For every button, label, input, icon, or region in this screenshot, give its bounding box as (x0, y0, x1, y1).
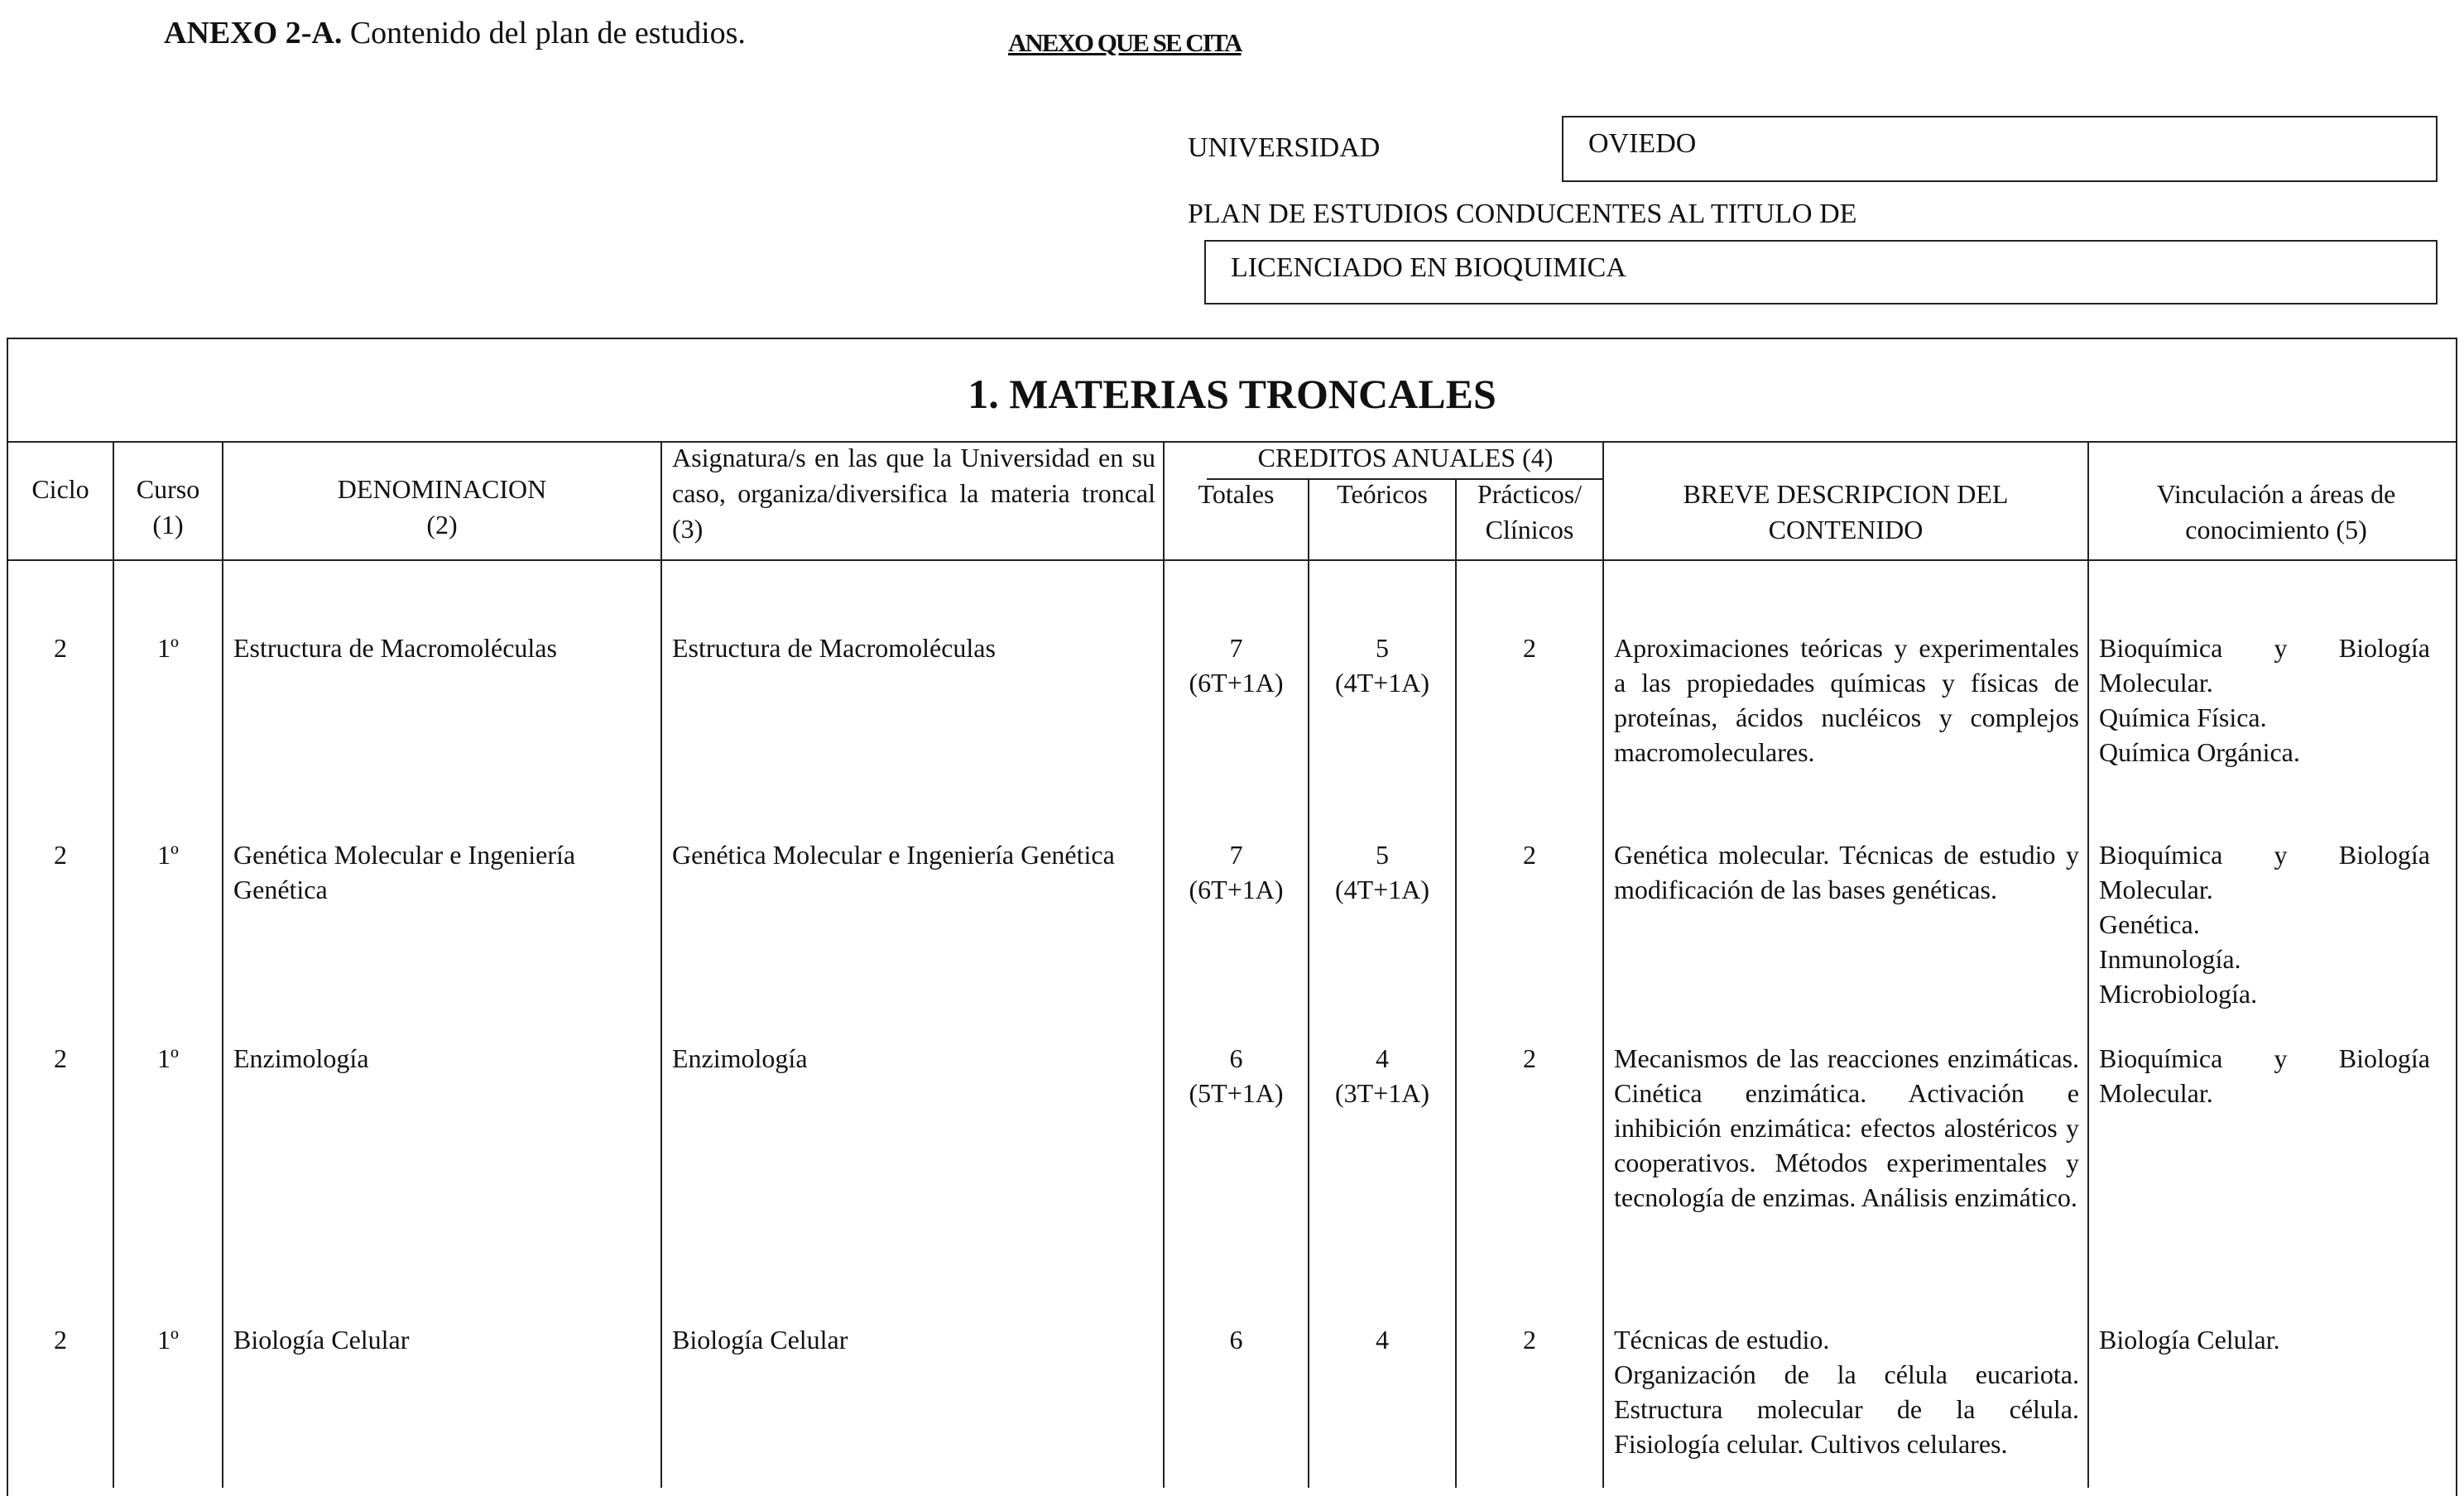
row-asignatura: Estructura de Macromoléculas (672, 633, 996, 663)
row-curso: 1º (157, 633, 179, 663)
col-header-curso-label: Curso (136, 474, 200, 504)
row-denominacion: Genética Molecular e Ingeniería Genética (233, 840, 576, 904)
row-practicos: 2 (1523, 1325, 1536, 1355)
area-item: Bioquímica y Biología Molecular. (2099, 633, 2430, 698)
row-teoricos-detail: (3T+1A) (1334, 1078, 1429, 1108)
area-item: Genética. (2099, 909, 2200, 939)
annex-stamp: ANEXO QUE SE CITA (1008, 28, 1242, 57)
col-header-denominacion-note: (2) (426, 510, 458, 539)
row-teoricos-detail: (4T+1A) (1334, 668, 1429, 698)
row-teoricos-value: 4 (1376, 1325, 1389, 1355)
row-totales-detail: (5T+1A) (1189, 1078, 1284, 1108)
row-ciclo: 2 (54, 1325, 67, 1355)
row-curso: 1º (157, 1043, 179, 1073)
col-header-denominacion (223, 472, 660, 543)
area-item: Bioquímica y Biología Molecular. (2099, 840, 2430, 904)
row-teoricos (1309, 1322, 1455, 1357)
degree-field: LICENCIADO EN BIOQUIMICA (1204, 240, 2438, 304)
row-denominacion: Estructura de Macromoléculas (233, 633, 557, 663)
col-header-teoricos: Teóricos (1337, 479, 1428, 509)
description-line: Técnicas de estudio. (1614, 1325, 1830, 1355)
header-divider (7, 559, 2457, 561)
row-descripcion (1614, 1322, 2079, 1461)
university-label: UNIVERSIDAD (1188, 132, 1381, 163)
row-teoricos-value: 5 (1376, 633, 1389, 663)
row-asignatura: Enzimología (672, 1043, 808, 1073)
row-teoricos-value: 5 (1376, 840, 1389, 870)
col-header-practicos: Prácticos/ Clínicos (1477, 479, 1583, 544)
row-teoricos (1309, 837, 1455, 907)
row-teoricos (1309, 1041, 1455, 1110)
area-item: Química Física. (2099, 702, 2267, 732)
row-ciclo: 2 (54, 633, 67, 663)
row-curso: 1º (157, 1325, 179, 1355)
column-divider (222, 441, 223, 1488)
row-totales-detail: (6T+1A) (1189, 668, 1284, 698)
area-item: Bioquímica y Biología Molecular. (2099, 1043, 2430, 1108)
area-item: Inmunología. (2099, 944, 2241, 974)
row-totales-value: 7 (1229, 840, 1243, 870)
plan-label: PLAN DE ESTUDIOS CONDUCENTES AL TITULO DE (1188, 199, 1857, 229)
row-asignatura: Genética Molecular e Ingeniería Genética (672, 840, 1115, 870)
row-totales-value: 6 (1229, 1325, 1243, 1355)
row-practicos: 2 (1523, 633, 1536, 663)
row-areas (2099, 1041, 2430, 1110)
col-header-descripcion: BREVE DESCRIPCION DEL CONTENIDO (1683, 479, 2009, 544)
row-areas (2099, 837, 2430, 1011)
row-ciclo: 2 (54, 1043, 67, 1073)
area-item: Microbiología. (2099, 979, 2258, 1009)
section-title: 1. MATERIAS TRONCALES (968, 371, 1496, 417)
annex-label: ANEXO 2-A. (164, 16, 343, 50)
description-line: Organización de la célula eucariota. Estructura molecular de la célula. Fisiología celular. Cultivos celulares. (1614, 1359, 2079, 1459)
university-field: OVIEDO (1562, 116, 2438, 182)
row-descripcion: Aproximaciones teóricas y experimentales a las propiedades químicas y físicas de proteínas, ácidos nucléicos y complejos macromoleculares. (1614, 633, 2079, 767)
row-totales (1165, 631, 1308, 700)
row-practicos: 2 (1523, 840, 1536, 870)
col-header-denominacion-label: DENOMINACION (337, 474, 547, 504)
row-descripcion: Genética molecular. Técnicas de estudio y modificación de las bases genéticas. (1614, 840, 2079, 904)
col-header-ciclo: Ciclo (31, 474, 89, 504)
row-areas (2099, 1322, 2430, 1357)
col-header-curso (114, 472, 222, 543)
row-asignatura: Biología Celular (672, 1325, 848, 1355)
row-totales-detail: (6T+1A) (1189, 875, 1284, 904)
row-curso: 1º (157, 840, 179, 870)
row-areas (2099, 631, 2430, 770)
row-totales-value: 6 (1229, 1043, 1243, 1073)
row-practicos: 2 (1523, 1043, 1536, 1073)
row-denominacion: Biología Celular (233, 1325, 410, 1355)
row-descripcion: Mecanismos de las reacciones enzimáticas. Cinética enzimática. Activación e inhibición enzimática: efectos alostéricos y cooperativos. Métodos experimentales y tecnología de enzimas. Análisis enzimático. (1614, 1043, 2079, 1212)
row-totales (1165, 1041, 1308, 1110)
area-item: Química Orgánica. (2099, 737, 2300, 767)
column-divider (1602, 441, 1604, 1488)
column-divider (2087, 441, 2089, 1488)
column-divider (660, 441, 662, 1488)
row-teoricos-detail: (4T+1A) (1334, 875, 1429, 904)
row-totales (1165, 837, 1308, 907)
row-totales-value: 7 (1229, 633, 1243, 663)
area-item: Biología Celular. (2099, 1325, 2280, 1355)
col-header-vinculacion: Vinculación a áreas de conocimiento (5) (2156, 479, 2396, 544)
row-denominacion: Enzimología (233, 1043, 369, 1073)
annex-subtitle: Contenido del plan de estudios. (349, 16, 746, 50)
row-teoricos-value: 4 (1376, 1043, 1389, 1073)
col-header-creditos: CREDITOS ANUALES (4) (1257, 443, 1554, 472)
row-ciclo: 2 (54, 840, 67, 870)
col-header-curso-note: (1) (152, 510, 184, 539)
col-header-totales: Totales (1198, 479, 1275, 509)
col-header-asignaturas: Asignatura/s en las que la Universidad en su caso, organiza/diversifica la materia troncal (3) (672, 443, 1155, 544)
row-totales (1165, 1322, 1308, 1357)
row-teoricos (1309, 631, 1455, 700)
annex-heading (164, 15, 746, 51)
